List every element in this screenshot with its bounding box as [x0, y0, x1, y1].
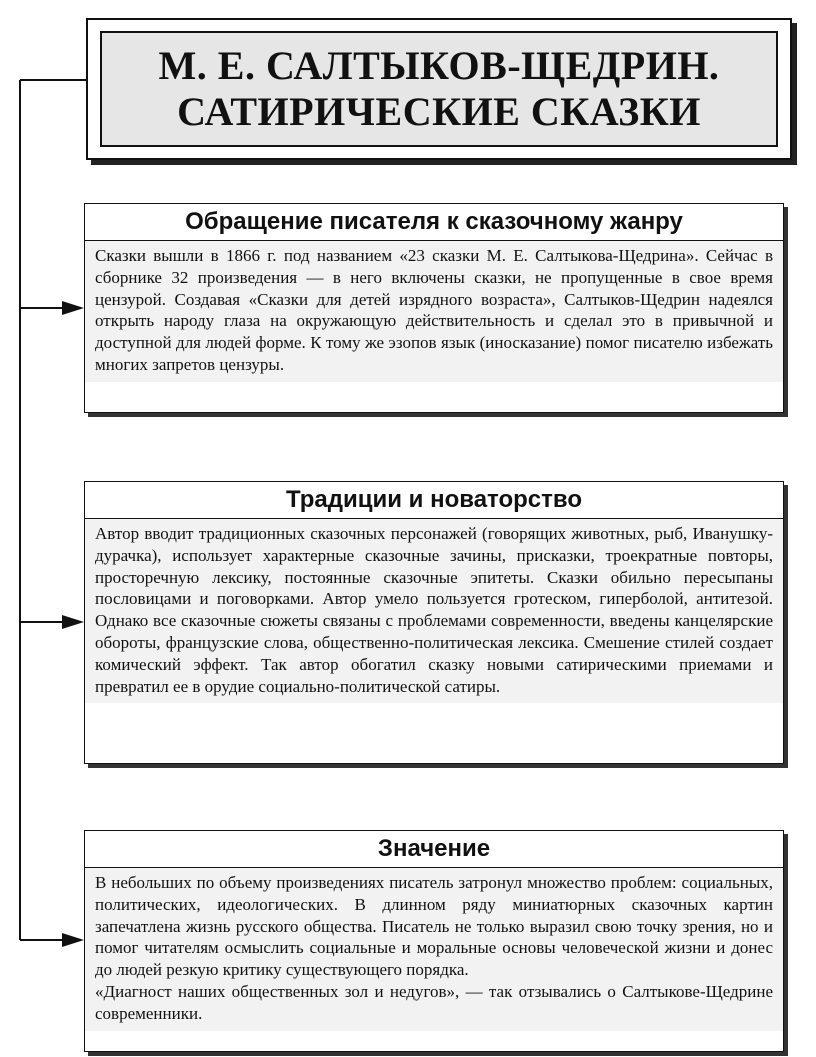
page-title-line-2: САТИРИЧЕСКИЕ СКАЗКИ: [177, 89, 701, 134]
section-paragraph: «Диагност наших общественных зол и недугов», — так отзывались о Салтыкове-Щедрине современники.: [95, 981, 773, 1023]
section-body: [85, 519, 783, 703]
section-body: [85, 241, 783, 382]
section-significance: [84, 830, 784, 1052]
section-genre-appeal: [84, 203, 784, 413]
section-heading: Традиции и новаторство: [85, 482, 783, 519]
arrow-right-icon: [62, 301, 84, 315]
section-paragraph: В небольших по объему произведениях писатель затронул множество проблем: социальных, политических, идеологических. В длинном ряду миниатюрных сказочных картин запечатлена жизнь русского общества. Писатель не только выразил свою точку зрения, но и помог читателям осмыслить социальные и моральные основы человеческой жизни и донес до людей резкую критику существующего порядка.: [95, 873, 773, 980]
title-box: [86, 18, 792, 160]
arrow-right-icon: [62, 933, 84, 947]
section-body: [85, 868, 783, 1031]
section-heading: Значение: [85, 831, 783, 868]
title-panel: [100, 31, 778, 147]
section-paragraph: Автор вводит традиционных сказочных персонажей (говорящих животных, рыб, Иванушку-дурачка), использует характерные сказочные зачины, присказки, троекратные повторы, просторечную лексику, постоянные сказочные эпитеты. Сказки обильно пересыпаны пословицами и поговорками. Автор умело пользуется гротеском, гиперболой, антитезой. Однако все сказочные сюжеты связаны с проблемами современности, введены канцелярские обороты, французские слова, общественно-политическая лексика. Смешение стилей создает комический эффект. Так автор обогатил сказку новыми сатирическими приемами и превратил ее в орудие социально-политической сатиры.: [95, 524, 773, 696]
section-heading: Обращение писателя к сказочному жанру: [85, 204, 783, 241]
section-tradition-innovation: [84, 481, 784, 764]
section-paragraph: Сказки вышли в 1866 г. под названием «23 сказки М. Е. Салтыкова-Щедрина». Сейчас в сборнике 32 произведения — в него включены сказки, не пропущенные в свое время цензурой. Создавая «Сказки для детей изрядного возраста», Салтыков-Щедрин надеялся открыть народу глаза на окружающую действительность и сделал это в привычной и доступной для людей форме. К тому же эзопов язык (иносказание) помог писателю избежать многих запретов цензуры.: [95, 246, 773, 374]
page-title-line-1: М. Е. САЛТЫКОВ-ЩЕДРИН.: [158, 43, 720, 88]
arrow-right-icon: [62, 615, 84, 629]
